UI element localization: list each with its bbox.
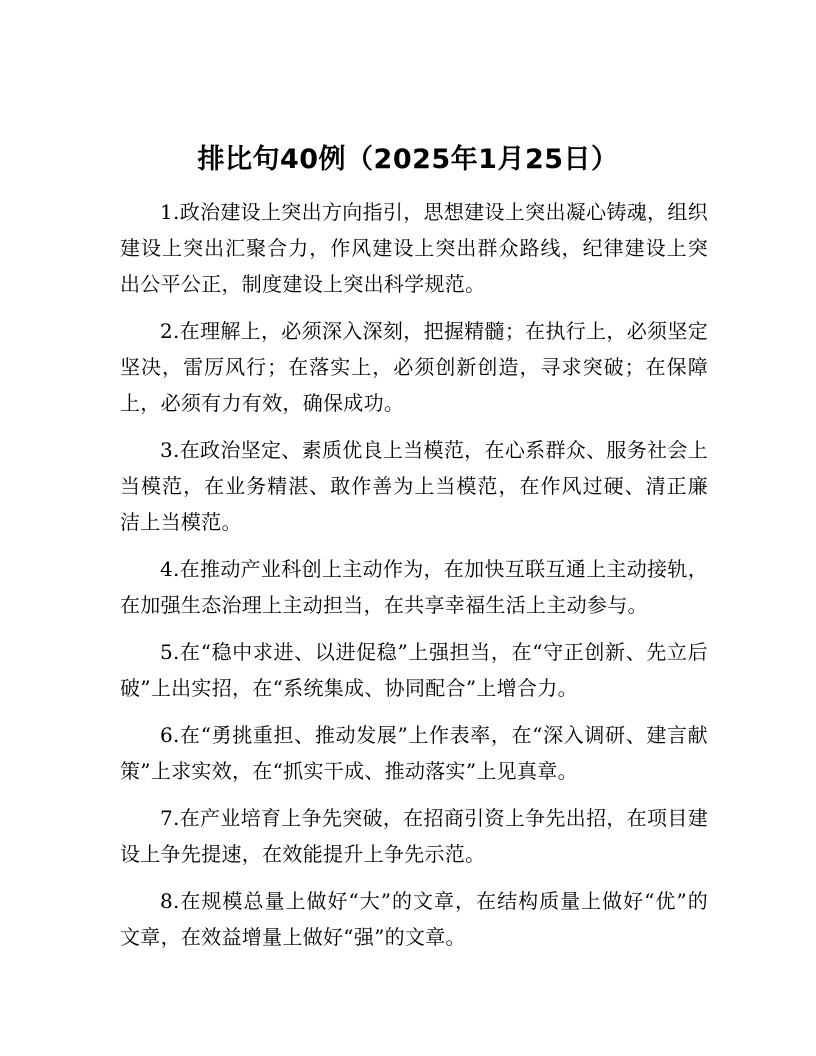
paragraph-7: 7.在产业培育上争先突破，在招商引资上争先出招，在项目建设上争先提速，在效能提升上争先示范。 <box>120 806 708 866</box>
paragraph-4: 4.在推动产业科创上主动作为，在加快互联互通上主动接轨，在加强生态治理上主动担当，在共享幸福生活上主动参与。 <box>120 557 708 617</box>
document-body <box>120 194 708 966</box>
paragraph-3: 3.在政治坚定、素质优良上当模范，在心系群众、服务社会上当模范，在业务精湛、敢作善为上当模范，在作风过硬、清正廉洁上当模范。 <box>120 438 708 534</box>
document-title: 排比句40例（2025年1月25日） <box>197 144 619 175</box>
paragraph-5: 5.在“稳中求进、以进促稳”上强担当，在“守正创新、先立后破”上出实招，在“系统集成、协同配合”上增合力。 <box>120 640 708 700</box>
paragraph-2: 2.在理解上，必须深入深刻，把握精髓；在执行上，必须坚定坚决，雷厉风行；在落实上，必须创新创造，寻求突破；在保障上，必须有力有效，确保成功。 <box>120 319 708 415</box>
paragraph-8: 8.在规模总量上做好“大”的文章，在结构质量上做好“优”的文章，在效益增量上做好“强”的文章。 <box>120 889 708 949</box>
paragraph-1: 1.政治建设上突出方向指引，思想建设上突出凝心铸魂，组织建设上突出汇聚合力，作风建设上突出群众路线，纪律建设上突出公平公正，制度建设上突出科学规范。 <box>120 200 708 296</box>
paragraph-6: 6.在“勇挑重担、推动发展”上作表率，在“深入调研、建言献策”上求实效，在“抓实干成、推动落实”上见真章。 <box>120 723 708 783</box>
